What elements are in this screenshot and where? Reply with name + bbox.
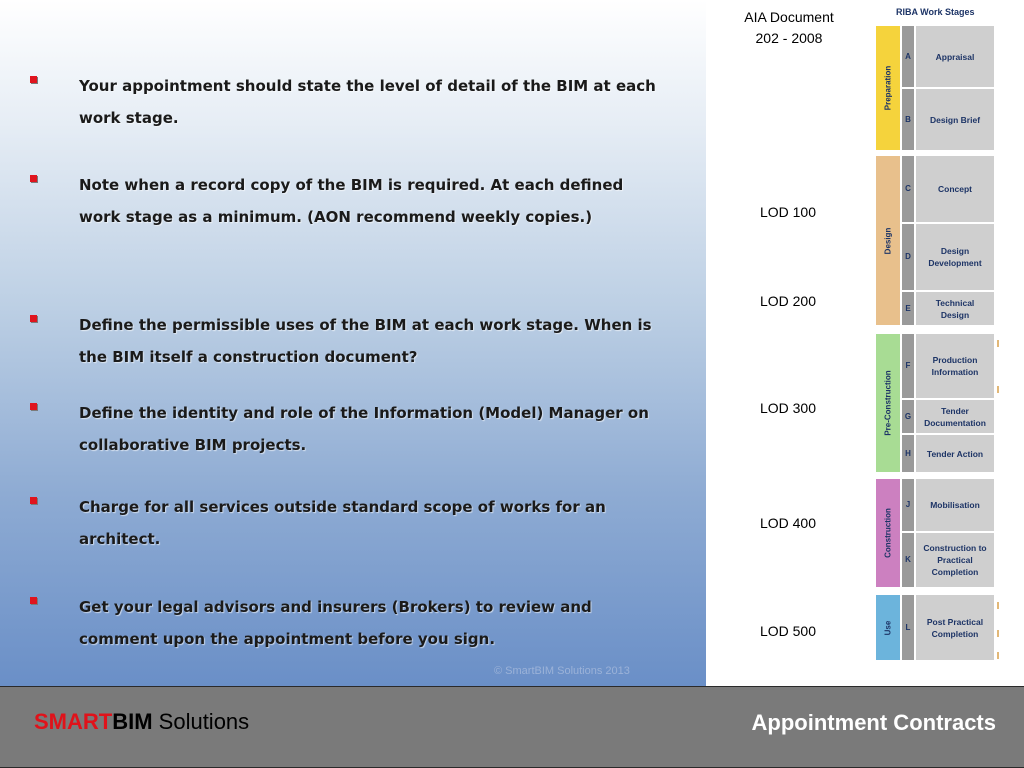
stage-letter: D — [902, 224, 914, 290]
lod-label: LOD 500 — [759, 623, 817, 639]
bullet-text: Define the identity and role of the Information (Model) Manager on collaborative BIM projects. — [79, 404, 649, 454]
stage-name: Technical Design — [916, 292, 994, 325]
stage-name: Concept — [916, 156, 994, 222]
stage-letter: C — [902, 156, 914, 222]
bullet-marker-icon — [30, 315, 37, 322]
bullet-marker-icon — [30, 175, 37, 182]
bullet-text: Get your legal advisors and insurers (Brokers) to review and comment upon the appointment before you sign. — [79, 598, 592, 648]
stage-name: Appraisal — [916, 26, 994, 87]
footer-bar — [0, 686, 1024, 768]
bullet-text: Define the permissible uses of the BIM at each work stage. When is the BIM itself a construction document? — [79, 316, 652, 366]
group-label: Use — [883, 620, 893, 635]
marker-tick — [997, 602, 999, 609]
stage-letter: G — [902, 400, 914, 433]
bullet-marker-icon — [30, 497, 37, 504]
brand-bim: BIM — [112, 709, 153, 734]
stage-name: Tender Documentation — [916, 400, 994, 433]
lod-label: LOD 100 — [759, 204, 817, 220]
aia-line-1: AIA Document — [744, 9, 834, 25]
bullet-text: Your appointment should state the level of detail of the BIM at each work stage. — [79, 77, 656, 127]
bullet-marker-icon — [30, 403, 37, 410]
aia-line-2: 202 - 2008 — [755, 30, 823, 46]
riba-work-stages-diagram — [872, 0, 1002, 664]
group-construction — [876, 479, 900, 587]
stage-name: Design Development — [916, 224, 994, 290]
brand-logo — [34, 709, 249, 735]
stage-letter: J — [902, 479, 914, 531]
group-use — [876, 595, 900, 660]
group-label: Preparation — [883, 65, 893, 111]
marker-tick — [997, 652, 999, 659]
lod-label: LOD 200 — [759, 293, 817, 309]
stage-letter: K — [902, 533, 914, 587]
bullet-marker-icon — [30, 76, 37, 83]
group-label: Construction — [883, 508, 893, 558]
bullet-text: Note when a record copy of the BIM is required. At each defined work stage as a minimum. (AON recommend weekly copies.) — [79, 176, 624, 226]
stage-name: Tender Action — [916, 435, 994, 472]
stage-letter: H — [902, 435, 914, 472]
brand-solutions: Solutions — [152, 709, 250, 734]
slide-title: Appointment Contracts — [751, 710, 996, 735]
stage-letter: A — [902, 26, 914, 87]
group-label: Pre-Construction — [883, 370, 893, 436]
group-label: Design — [883, 227, 893, 254]
group-design — [876, 156, 900, 325]
stage-name: Construction to Practical Completion — [916, 533, 994, 587]
stage-name: Post Practical Completion — [916, 595, 994, 660]
stage-name: Production Information — [916, 334, 994, 398]
stage-letter: F — [902, 334, 914, 398]
bullet-marker-icon — [30, 597, 37, 604]
aia-document-label — [724, 7, 854, 49]
brand-smart: SMART — [34, 709, 113, 734]
bullet-text: Charge for all services outside standard scope of works for an architect. — [79, 498, 606, 548]
group-preparation — [876, 26, 900, 150]
group-pre-construction — [876, 334, 900, 472]
stage-name: Mobilisation — [916, 479, 994, 531]
stage-letter: L — [902, 595, 914, 660]
marker-tick — [997, 386, 999, 393]
lod-label: LOD 400 — [759, 515, 817, 531]
copyright-notice: © SmartBIM Solutions 2013 — [494, 665, 630, 677]
lod-label: LOD 300 — [759, 400, 817, 416]
stage-letter: E — [902, 292, 914, 325]
riba-title: RIBA Work Stages — [896, 7, 975, 17]
stage-name: Design Brief — [916, 89, 994, 150]
marker-tick — [997, 340, 999, 347]
marker-tick — [997, 630, 999, 637]
stage-letter: B — [902, 89, 914, 150]
